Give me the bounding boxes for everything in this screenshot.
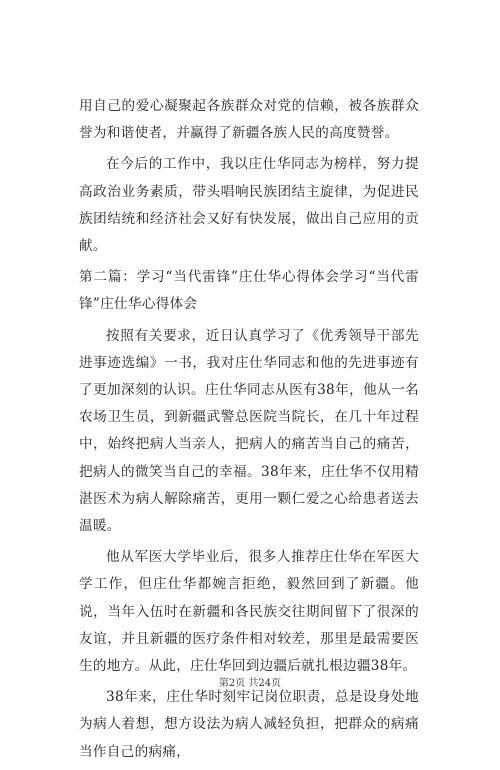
paragraph-study: 按照有关要求，近日认真学习了《优秀领导干部先进事迹选编》一书，我对庄仕华同志和他的先进事迹有了更加深刻的认识。庄仕华同志从医有38年，他从一名农场卫生员，到新疆武警总医院当院长，在几十年过程中，始终把病人当亲人，把病人的痛苦当自己的痛苦，把病人的微笑当自己的幸福。38年来，庄仕华不仅用精湛医术为病人解除痛苦，更用一颗仁爱之心给患者送去温暖。 [79,327,419,535]
section-heading: 第二篇：学习“当代雷锋”庄仕华心得体会学习“当代雷锋”庄仕华心得体会 [79,269,419,313]
paragraph-graduation: 他从军医大学毕业后，很多人推荐庄仕华在军医大学工作，但庄仕华都婉言拒绝，毅然回到了新疆。他说，当年入伍时在新疆和各民族交往期间留下了很深的友谊，并且新疆的医疗条件相对较差，那里是最需要医生的地方。从此，庄仕华回到边疆后就扎根边疆38年。 [79,549,419,675]
page-footer: 第2页 共24页 [218,678,282,689]
document-body [79,93,419,770]
paragraph-future-work: 在今后的工作中，我以庄仕华同志为榜样，努力提高政治业务素质，带头唱响民族团结主旋律，为促进民族团结统和经济社会又好有快发展，做出自己应用的贡献。 [79,156,419,255]
paragraph-38-years: 38年来，庄仕华时刻牢记岗位职责，总是设身处地为病人着想，想方设法为病人减轻负担，把群众的病痛当作自己的病痛， [79,689,419,760]
paragraph-continued: 用自己的爱心凝聚起各族群众对党的信赖，被各族群众誉为和谐使者，并赢得了新疆各族人民的高度赞誉。 [79,98,419,142]
